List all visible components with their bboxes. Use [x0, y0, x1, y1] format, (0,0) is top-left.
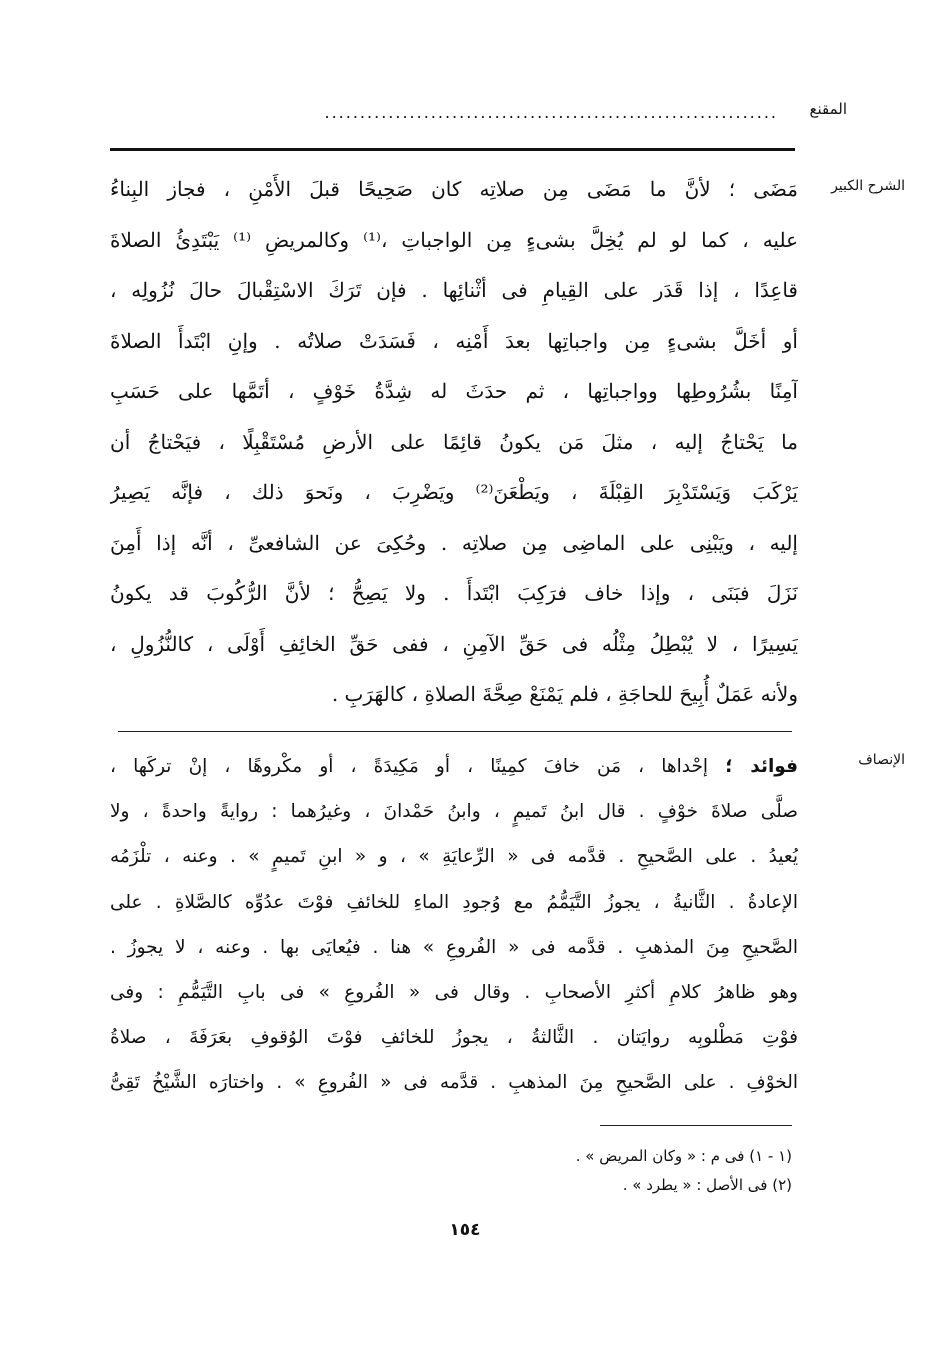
- sharh-line: آمِنًا بشُرُوطِها وواجباتِها ، ثم حدَثَ له شِدَّةُ خَوْفٍ ، أتَمَّها على حَسَبِ: [110, 379, 798, 403]
- sharh-line: مَضَى ؛ لأنَّ ما مَضَى مِن صلاتِه كان صَحِيحًا قبلَ الأَمْنِ ، فجاز البِناءُ: [110, 177, 798, 201]
- sharh-line: أو أخَلَّ بشىءٍ مِن واجباتِها بعدَ أَمْنِه ، فَسَدَتْ صلاتُه . وإنِ ابْتَدأَ الصلاةَ: [110, 328, 798, 353]
- insaf-line: [110, 744, 798, 789]
- sharh-line: ما يَحْتاجُ إليه ، مثلَ مَن يكونُ قائِمًا على الأرضِ مُسْتَقْبِلًا ، فيَحْتاجُ أن: [110, 429, 798, 454]
- footnote-1: (١ - ١) فى م : « وكان المريض » .: [575, 1147, 792, 1165]
- insaf-line: يُعيدُ . على الصَّحيحِ . قدَّمه فى « الرِّعايَةِ » ، و « ابنِ تَميمٍ » . وعنه ، تلْزَمُه: [110, 846, 798, 868]
- sharh-line: قاعِدًا ، إذا قَدَر على القِيامِ فى أثْنائِها . فإن تَرَكَ الاسْتِقْبالَ حالَ نُزُولِه ،: [110, 278, 798, 302]
- footnote-rule: [600, 1125, 792, 1126]
- side-label-sharh: الشرح الكبير: [831, 178, 905, 194]
- insaf-line: الصَّحيحِ مِنَ المذهبِ . قدَّمه فى « الفُروعِ » هنا . فيُعايَى بها . وعنه ، لا يجوزُ .: [110, 936, 798, 958]
- insaf-line: فوْتِ مَطْلوبِه روايَتان . الثَّالثةُ ، يجوزُ للخائفِ فوْتَ الوُقوفِ بعَرَفَةَ ، صلاةُ: [110, 1027, 798, 1049]
- insaf-line: الإعادةُ . الثَّانيةُ ، يجوزُ التَّيَمُّمُ مع وُجودِ الماءِ للخائفِ فوْتَ عدُوِّه كالصَّلاةِ . على: [110, 891, 798, 913]
- sharh-line: نَزَلَ فبَنَى ، وإذا خاف فرَكِبَ ابْتَدأَ . ولا يَصِحُّ ؛ لأنَّ الرُّكُوبَ قد يكونُ: [110, 581, 798, 605]
- sharh-line: إليه ، ويَبْنِى على الماضِى مِن صلاتِه . وحُكِىَ عن الشافعىِّ ، أنَّه إذا أَمِنَ: [110, 530, 798, 555]
- side-label-insaf: الإنصاف: [858, 752, 905, 768]
- insaf-line: وهو ظاهرُ كلامِ أكثرِ الأصحابِ . وقال فى « الفُروعِ » فى بابِ التَّيَمُّمِ : وفى: [110, 981, 798, 1003]
- insaf-line-text: إحْداها ، مَن خافَ كمِينًا ، أو مَكِيدَةً ، أو مكْروهًا ، إنْ تركَها ،: [110, 756, 726, 777]
- section-divider: [118, 731, 792, 732]
- header-rule: [110, 148, 795, 151]
- insaf-text-block: [110, 744, 798, 1106]
- fawaid-heading: فوائد ؛: [725, 756, 798, 777]
- insaf-line: الخوْفِ . على الصَّحيحِ مِنَ المذهبِ . قدَّمه فى « الفُروعِ » . واختارَه الشَّيْخُ تَقِىُّ: [110, 1072, 798, 1094]
- sharh-line: عليه ، كما لو لم يُخِلَّ بشىءٍ مِن الواجباتِ ،⁽¹⁾ وكالمريضِ ⁽¹⁾ يَبْتَدِئُ الصلاةَ: [110, 227, 798, 252]
- sharh-line: يَسِيرًا ، لا يُبْطِلُ مِثْلُه فى حَقِّ الآمِنِ ، ففى حَقِّ الخائِفِ أَوْلَى ، كالنُّزُولِ ،: [110, 631, 798, 656]
- insaf-line: صلَّى صلاةَ خوْفٍ . قال ابنُ تَميمٍ ، وابنُ حَمْدانَ ، وغيرُهما : روايةً واحدةً ، ولا: [110, 801, 798, 823]
- sharh-line: يَرْكَبَ وَيَسْتَدْبِرَ القِبْلَةَ ، ويَطْعَنَ⁽²⁾ ويَضْرِبَ ، ونَحوَ ذلك ، فإنَّه يَصِيرُ: [110, 480, 798, 504]
- sharh-line: ولأنه عَمَلٌ أُبِيحَ للحاجَةِ ، فلم يَمْنَعْ صِحَّةَ الصلاةِ ، كالهَرَبِ .: [331, 682, 798, 706]
- header-dotted-leader: ................................................................: [324, 103, 778, 122]
- running-header-title: المقنع: [809, 100, 847, 118]
- page-number: ١٥٤: [449, 1220, 481, 1240]
- footnote-2: (٢) فى الأصل : « يطرد » .: [622, 1176, 792, 1194]
- sharh-text-block: [110, 164, 798, 720]
